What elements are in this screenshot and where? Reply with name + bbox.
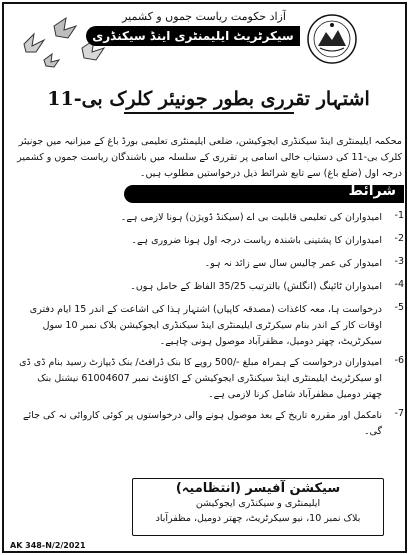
list-item	[16, 408, 404, 440]
list-item	[16, 210, 404, 226]
list-item	[16, 302, 404, 350]
advertisement-frame	[2, 2, 407, 553]
title-underline	[124, 112, 294, 114]
signatory-department: ایلیمنٹری و سیکنڈری ایجوکیشن	[195, 498, 321, 509]
signatory-title: سیکشن آفیسر (انتظامیہ)	[175, 481, 341, 496]
condition-number: -3	[394, 256, 404, 267]
government-line: آزاد حکومت ریاست جموں و کشمیر	[122, 10, 286, 23]
government-seal-icon	[304, 12, 360, 66]
condition-number: -2	[394, 233, 404, 244]
condition-text: نامکمل اور مقررہ تاریخ کے بعد موصول ہونے والی درخواستوں پر کوئی کاروائی نہ کی جائے گی۔	[22, 410, 382, 437]
conditions-list	[16, 210, 404, 440]
condition-number: -6	[394, 355, 404, 366]
condition-text: درخواست ہا، معہ کاغذات (مصدقہ کاپیاں) اشتہار ہذا کی اشاعت کے اندر 15 ایام دفتری اوقات کار کے اندر بنام سیکرٹری ایلیمنٹری اینڈ سیکنڈری ایجوکیشن بلاک نمبر 10 سول سیکرٹریٹ، چھتر دومیل، مظفرآباد موصول ہونی چاہیے۔	[29, 304, 382, 347]
signatory-address: بلاک نمبر 10، نیو سیکرٹریٹ، چھتر دومیل، مظفرآباد	[155, 513, 361, 524]
conditions-heading: شرائط	[348, 183, 396, 199]
list-item	[16, 256, 404, 272]
condition-number: -7	[394, 408, 404, 419]
header	[8, 10, 409, 66]
condition-text: امیدوار کی عمر چالیس سال سے زائد نہ ہو۔	[204, 258, 382, 269]
reference-number: AK 348-N/2/2021	[10, 541, 86, 550]
list-item	[16, 233, 404, 249]
signatory-box	[132, 478, 384, 536]
list-item	[16, 355, 404, 403]
condition-text: امیدواران کا پشتینی باشندہ ریاست درجہ اول ہونا ضروری ہے۔	[131, 235, 382, 246]
condition-text: امیدواران ٹائپنگ (انگلش) بالترتیب 35/25 الفاظ کے حامل ہوں۔	[130, 281, 382, 292]
condition-text: امیدواران درخواست کے ہمراہ مبلغ -/500 روپے کا بنک ڈرافٹ/ بنک ڈیپازٹ رسید بنام ڈی ڈی او سیکرٹریٹ ایلیمنٹری اینڈ سیکنڈری ایجوکیشن کے اکاؤنٹ نمبر 61004607 نیشنل بنک چھتر دومیل مظفرآباد شامل کرنا لازمی ہے۔	[19, 357, 382, 400]
condition-number: -5	[394, 302, 404, 313]
condition-number: -4	[394, 279, 404, 290]
condition-number: -1	[394, 210, 404, 221]
ad-title-container	[8, 88, 409, 110]
department-banner: سیکرٹریٹ ایلیمنٹری اینڈ سیکنڈری ایجوکیشن	[86, 26, 300, 46]
list-item	[16, 279, 404, 295]
ad-intro: محکمہ ایلیمنٹری اینڈ سیکنڈری ایجوکیشن، ضلعی ایلیمنٹری تعلیمی بورڈ باغ کے میزانیہ میں جونیئر کلرک بی-11 کی دستیاب خالی اسامی پر تقرری کے سلسلہ میں باشندگان ریاست جموں و کشمیر درجہ اول (ضلع باغ) سے تابع شرائط ذیل درخواستیں مطلوب ہیں۔	[17, 136, 402, 179]
ad-title: اشتہار تقرری بطور جونیئر کلرک بی-11	[47, 88, 370, 110]
condition-text: امیدواران کی تعلیمی قابلیت بی اے (سیکنڈ ڈویژن) ہونا لازمی ہے۔	[120, 212, 382, 223]
